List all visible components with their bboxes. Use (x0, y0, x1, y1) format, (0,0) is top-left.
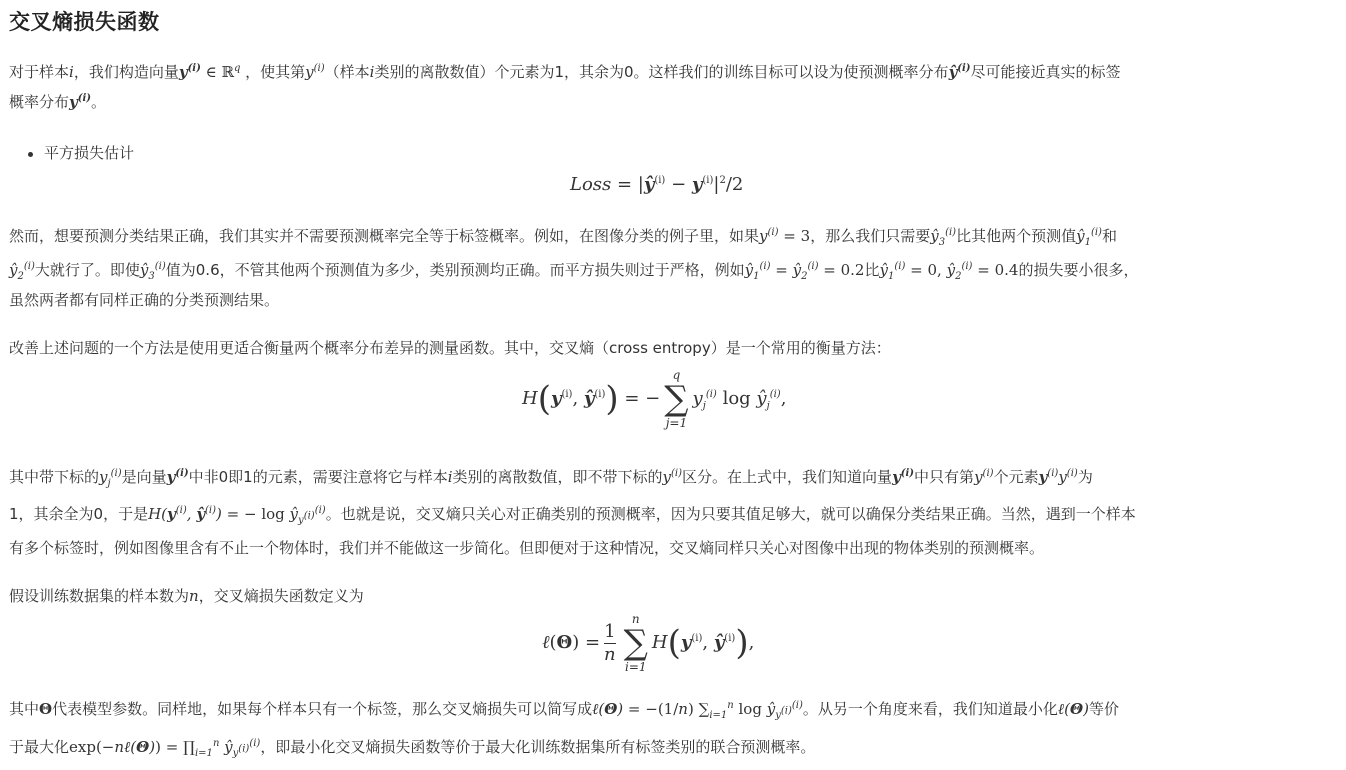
math-example-1: $ŷ_1^{(i)}$ = $ŷ_2^{(i)} = 0.2$ (744, 261, 865, 282)
text: 的损失要小很多， (1018, 261, 1139, 279)
math-yhat2: $ŷ_2^{(i)}$ (9, 261, 35, 282)
text: ，那么我们只需要 (810, 227, 931, 245)
paragraph-6-line-2 (9, 737, 815, 757)
math-loss: ℓ(Θ) (1057, 700, 1089, 718)
paragraph-6-line-1 (9, 699, 1119, 719)
text: 值为0.6，不管其他两个预测值为多少，类别预测均正确。而平方损失则过于严格，例如 (165, 261, 745, 279)
math-y: $y^{(i)}$ (662, 468, 683, 486)
text: 区分。在上式中，我们知道向量 (682, 468, 893, 486)
math-yhat3: $ŷ_3^{(i)}$ (930, 227, 957, 248)
paragraph-1-line-1 (9, 62, 1121, 82)
section-title: 交叉熵损失函数 (9, 10, 160, 34)
equation-loss-function: ℓ(Θ) = $\frac{1}{n}$ n ∑ i=1 $H(y^{(i)}$, $ŷ^{(i)}$), (542, 612, 755, 674)
text: 概率分布 (9, 93, 70, 111)
math-y-vector: $y^{(i)}$ (166, 468, 189, 486)
text: 。 (91, 93, 107, 111)
text: （样本 (324, 63, 370, 81)
text: 中只有第 (914, 468, 975, 486)
text: 比其他两个预测值 (956, 227, 1077, 245)
text: 。从另一个角度来看，我们知道最小化 (802, 700, 1058, 718)
text: ，交叉熵损失函数定义为 (198, 587, 364, 605)
equation-square-loss: Loss = $|ŷ^{(i)} - y^{(i)}|^2/2$ (570, 174, 744, 195)
math-i: i (447, 468, 453, 486)
text: 大就行了。即使 (34, 261, 140, 279)
text: 类别的离散数值，即不带下标的 (452, 468, 663, 486)
math-y-hat: $ŷ^{(i)}$ (948, 63, 971, 81)
paragraph-5 (9, 586, 364, 606)
text: ，即最小化交叉熵损失函数等价于最大化训练数据集所有标签类别的联合预测概率。 (260, 738, 816, 756)
text: 然而，想要预测分类结果正确，我们其实并不需要预测概率完全等于标签概率。例如，在图像分类的例子里，如果 (9, 227, 760, 245)
text: 于最大化 (9, 738, 70, 756)
math-exp-product: exp(−nℓ(Θ)) = $\prod_{i=1}^n$ $ŷ_{y^{(i)}}^{(i)}$ (69, 738, 261, 759)
math-yhat1: $ŷ_1^{(i)}$ (1076, 227, 1102, 248)
paragraph-4-line-2 (9, 504, 1136, 524)
text: 1，其余全为0，于是 (9, 505, 149, 523)
math-yhat3: $ŷ_3^{(i)}$ (139, 261, 166, 282)
bullet-dot (28, 152, 33, 157)
math-y: $y^{(i)}$ (305, 63, 325, 81)
text: ，我们构造向量 (73, 63, 179, 81)
text: 其中 (9, 700, 40, 718)
math-i: i (69, 63, 74, 81)
math-h-simplified: $H(y^{(i)}$, $ŷ^{(i)}$) = − $\log ŷ_{y^{(i)}}^{(i)}$ (148, 505, 326, 526)
paragraph-4-line-1 (9, 467, 1093, 487)
math-yj: $y_j^{(i)}$ (99, 468, 122, 489)
math-example-2: $ŷ_1^{(i)} = 0$, $ŷ_2^{(i)} = 0.4$ (879, 261, 1019, 282)
text: 比 (864, 261, 880, 279)
text: 中非0即1的元素，需要注意将它与样本 (188, 468, 448, 486)
math-y-vector: $y^{(i)}$ (892, 468, 915, 486)
text: 。也就是说，交叉熵只关心对正确类别的预测概率，因为只要其值足够大，就可以确保分类结果正确。当然，遇到一个样本 (325, 505, 1136, 523)
text: 等价 (1088, 700, 1119, 718)
math-n: n (189, 587, 199, 605)
math-y-vector: $y^{(i)}$ (178, 63, 201, 81)
math-y-eq-3: $y^{(i)} = 3$ (759, 227, 811, 245)
text: 对于样本 (9, 63, 70, 81)
paragraph-2-line-2 (9, 260, 1138, 280)
paragraph-2-line-3: 虽然两者都有同样正确的分类预测结果。 (9, 291, 280, 309)
text: 和 (1101, 227, 1117, 245)
text: 类别的离散数值）个元素为1，其余为0。这样我们的训练目标可以设为使预测概率分布 (374, 63, 949, 81)
text: 为 (1077, 468, 1093, 486)
text: 尽可能接近真实的标签 (970, 63, 1121, 81)
text: 是向量 (121, 468, 167, 486)
math-theta: Θ (39, 700, 53, 718)
equation-cross-entropy: $H(y^{(i)}$, $ŷ^{(i)}$) = − q ∑ j=1 $y_j^{(i)}$ $\log ŷ_j^{(i)}$, (522, 368, 787, 430)
bullet-item: 平方损失估计 (44, 144, 135, 162)
math-loss-simplified: ℓ(Θ) = −(1/n) $\sum_{i=1}^n$ $\log ŷ_{y^{(i)}}^{(i)}$ (592, 700, 803, 721)
text: 假设训练数据集的样本数为 (9, 587, 190, 605)
paragraph-3: 改善上述问题的一个方法是使用更适合衡量两个概率分布差异的测量函数。其中，交叉熵（cross entropy）是一个常用的衡量方法： (9, 339, 891, 357)
math-y-yi: $y^{(i)}y^{(i)}$ (1038, 468, 1078, 486)
paragraph-4-line-3: 有多个标签时，例如图像里含有不止一个物体时，我们并不能做这一步简化。但即便对于这种情况，交叉熵同样只关心对图像中出现的物体类别的预测概率。 (9, 539, 1045, 557)
math-y: $y^{(i)}$ (974, 468, 994, 486)
paragraph-1-line-2 (9, 92, 106, 112)
math-i: i (369, 63, 375, 81)
text: 其中带下标的 (9, 468, 100, 486)
math-in-rq: ∈ ℝ$^q$ (200, 63, 241, 81)
text: 个元素 (993, 468, 1039, 486)
math-y-vector: $y^{(i)}$ (69, 93, 91, 111)
text: 代表模型参数。同样地，如果每个样本只有一个标签，那么交叉熵损失可以简写成 (52, 700, 593, 718)
text: ，使其第 (245, 63, 306, 81)
paragraph-2-line-1 (9, 226, 1117, 246)
